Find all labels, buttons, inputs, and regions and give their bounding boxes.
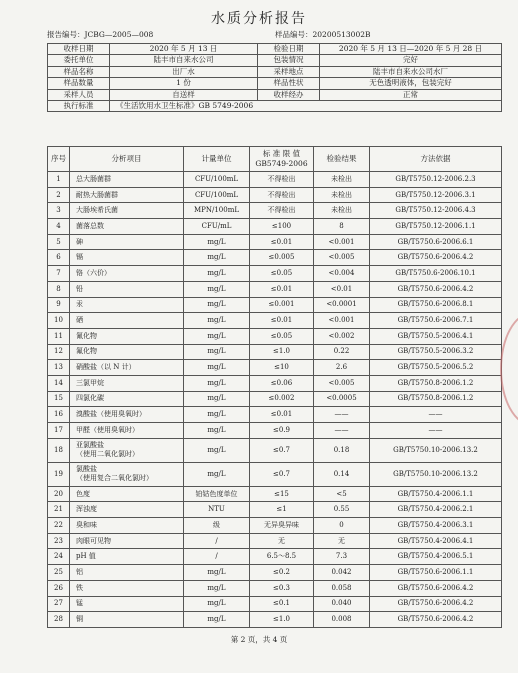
- table-row: [48, 360, 502, 376]
- row-index: 19: [48, 462, 70, 486]
- col-header-limit-line2: GB5749-2006: [255, 159, 308, 168]
- row-index: 5: [48, 234, 70, 250]
- row-index: 20: [48, 486, 70, 502]
- row-index: 1: [48, 172, 70, 188]
- analysis-item: 四氯化碳: [70, 391, 184, 407]
- analysis-item: 溴酸盐（使用臭氧时）: [70, 407, 184, 423]
- info-label: 包装情况: [258, 55, 320, 66]
- method-basis: GB/T5750.4-2006.1.1: [370, 486, 502, 502]
- page-footer: 第 2 页，共 4 页: [230, 635, 288, 644]
- table-row: [48, 438, 502, 462]
- row-index: 13: [48, 360, 70, 376]
- analysis-item: 铬（六价）: [70, 266, 184, 282]
- standard-limit: ≤0.01: [250, 313, 314, 329]
- table-row: [48, 596, 502, 612]
- analysis-item: 菌落总数: [70, 219, 184, 235]
- standard-limit: 6.5～8.5: [250, 549, 314, 565]
- standard-label: 执行标准: [48, 101, 110, 112]
- row-index: 21: [48, 502, 70, 518]
- analysis-item: 氰化物: [70, 328, 184, 344]
- info-label: 采样地点: [258, 66, 320, 77]
- unit: 级: [184, 518, 250, 534]
- table-row: [48, 313, 502, 329]
- info-value: 出厂水: [110, 66, 258, 77]
- table-row: [48, 328, 502, 344]
- test-result: 未检出: [314, 203, 370, 219]
- analysis-item: 总大肠菌群: [70, 172, 184, 188]
- test-result: 0.14: [314, 462, 370, 486]
- row-index: 28: [48, 612, 70, 628]
- test-result: 0.042: [314, 565, 370, 581]
- row-index: 9: [48, 297, 70, 313]
- method-basis: GB/T5750.4-2006.3.1: [370, 518, 502, 534]
- unit: NTU: [184, 502, 250, 518]
- analysis-item: 硝酸盐（以 N 计）: [70, 360, 184, 376]
- standard-limit: ≤0.3: [250, 580, 314, 596]
- unit: mg/L: [184, 313, 250, 329]
- analysis-item: pH 值: [70, 549, 184, 565]
- method-basis: GB/T5750.6-2006.7.1: [370, 313, 502, 329]
- method-basis: GB/T5750.5-2006.4.1: [370, 328, 502, 344]
- analysis-item: 亚氯酸盐 （使用二氧化氯时）: [70, 438, 184, 462]
- table-row: [48, 486, 502, 502]
- col-header-limit: [250, 147, 314, 172]
- test-result: 8: [314, 219, 370, 235]
- unit: mg/L: [184, 580, 250, 596]
- method-basis: GB/T5750.5-2006.5.2: [370, 360, 502, 376]
- method-basis: GB/T5750.6-2006.8.1: [370, 297, 502, 313]
- col-header-index: 序号: [48, 147, 70, 172]
- method-basis: ——: [370, 423, 502, 439]
- row-index: 4: [48, 219, 70, 235]
- unit: CFU/100mL: [184, 187, 250, 203]
- row-index: 25: [48, 565, 70, 581]
- test-result: <5: [314, 486, 370, 502]
- standard-limit: ≤0.001: [250, 297, 314, 313]
- test-result: 0.18: [314, 438, 370, 462]
- table-row: [48, 502, 502, 518]
- table-row: [48, 344, 502, 360]
- row-index: 7: [48, 266, 70, 282]
- analysis-results-table: [47, 146, 502, 628]
- table-row: [48, 580, 502, 596]
- info-row: [48, 66, 502, 77]
- method-basis: GB/T5750.6-2006.4.2: [370, 281, 502, 297]
- standard-limit: 不得检出: [250, 187, 314, 203]
- col-header-item: 分析项目: [70, 147, 184, 172]
- standard-limit: ≤15: [250, 486, 314, 502]
- analysis-item: 氯酸盐 （使用复合二氧化氯时）: [70, 462, 184, 486]
- standard-row: [48, 101, 502, 112]
- analysis-item: 锰: [70, 596, 184, 612]
- standard-limit: ≤0.2: [250, 565, 314, 581]
- analysis-item: 臭和味: [70, 518, 184, 534]
- table-row: [48, 407, 502, 423]
- table-row: [48, 266, 502, 282]
- standard-limit: ≤0.7: [250, 438, 314, 462]
- method-basis: ——: [370, 407, 502, 423]
- analysis-item: 甲醛（使用臭氧时）: [70, 423, 184, 439]
- table-row: [48, 375, 502, 391]
- table-row: [48, 234, 502, 250]
- analysis-item: 汞: [70, 297, 184, 313]
- standard-limit: 不得检出: [250, 172, 314, 188]
- report-number: 报告编号：JCBG—2005—008: [47, 30, 154, 39]
- info-label: 收样经办: [258, 89, 320, 100]
- unit: mg/L: [184, 462, 250, 486]
- method-basis: GB/T5750.6-2006.6.1: [370, 234, 502, 250]
- test-result: 未检出: [314, 187, 370, 203]
- table-row: [48, 533, 502, 549]
- col-header-limit-line1: 标 准 限 值: [262, 149, 301, 158]
- standard-limit: ≤0.01: [250, 407, 314, 423]
- table-row: [48, 187, 502, 203]
- test-result: <0.002: [314, 328, 370, 344]
- standard-limit: 无: [250, 533, 314, 549]
- row-index: 24: [48, 549, 70, 565]
- standard-limit: ≤1.0: [250, 344, 314, 360]
- unit: mg/L: [184, 391, 250, 407]
- row-index: 6: [48, 250, 70, 266]
- unit: CFU/mL: [184, 219, 250, 235]
- method-basis: GB/T5750.12-2006.2.3: [370, 172, 502, 188]
- method-basis: GB/T5750.6-2006.1.1: [370, 565, 502, 581]
- info-value: 自送样: [110, 89, 258, 100]
- unit: mg/L: [184, 423, 250, 439]
- row-index: 16: [48, 407, 70, 423]
- unit: mg/L: [184, 234, 250, 250]
- unit: mg/L: [184, 375, 250, 391]
- method-basis: GB/T5750.4-2006.4.1: [370, 533, 502, 549]
- info-value: 2020 年 5 月 13 日—2020 年 5 月 28 日: [320, 44, 502, 55]
- row-index: 17: [48, 423, 70, 439]
- page-title: 水质分析报告: [211, 11, 307, 27]
- unit: mg/L: [184, 297, 250, 313]
- info-label: 样品性状: [258, 78, 320, 89]
- analysis-item: 铅: [70, 281, 184, 297]
- info-value: 2020 年 5 月 13 日: [110, 44, 258, 55]
- unit: mg/L: [184, 596, 250, 612]
- method-basis: GB/T5750.6-2006.10.1: [370, 266, 502, 282]
- test-result: <0.005: [314, 375, 370, 391]
- col-header-unit: 计量单位: [184, 147, 250, 172]
- info-label: 样品数量: [48, 78, 110, 89]
- standard-limit: ≤0.05: [250, 328, 314, 344]
- test-result: ——: [314, 423, 370, 439]
- info-value: 1 份: [110, 78, 258, 89]
- row-index: 3: [48, 203, 70, 219]
- table-row: [48, 250, 502, 266]
- table-row: [48, 565, 502, 581]
- analysis-item: 耐热大肠菌群: [70, 187, 184, 203]
- method-basis: GB/T5750.5-2006.3.2: [370, 344, 502, 360]
- standard-limit: 不得检出: [250, 203, 314, 219]
- analysis-item: 镉: [70, 250, 184, 266]
- standard-limit: ≤0.1: [250, 596, 314, 612]
- method-basis: GB/T5750.12-2006.3.1: [370, 187, 502, 203]
- test-result: <0.001: [314, 313, 370, 329]
- analysis-item: 三氯甲烷: [70, 375, 184, 391]
- analysis-item: 大肠埃希氏菌: [70, 203, 184, 219]
- info-value: 完好: [320, 55, 502, 66]
- standard-limit: ≤0.002: [250, 391, 314, 407]
- table-row: [48, 462, 502, 486]
- row-index: 27: [48, 596, 70, 612]
- info-value: 无色透明液体，包装完好: [320, 78, 502, 89]
- standard-limit: ≤0.06: [250, 375, 314, 391]
- analysis-item: 铜: [70, 612, 184, 628]
- standard-limit: ≤0.005: [250, 250, 314, 266]
- info-row: [48, 55, 502, 66]
- unit: 铂钴色度单位: [184, 486, 250, 502]
- test-result: 无: [314, 533, 370, 549]
- table-row: [48, 203, 502, 219]
- row-index: 10: [48, 313, 70, 329]
- standard-limit: ≤1: [250, 502, 314, 518]
- info-label: 采样人员: [48, 89, 110, 100]
- test-result: <0.01: [314, 281, 370, 297]
- test-result: 未检出: [314, 172, 370, 188]
- method-basis: GB/T5750.10-2006.13.2: [370, 438, 502, 462]
- unit: mg/L: [184, 360, 250, 376]
- info-label: 检验日期: [258, 44, 320, 55]
- test-result: 0.040: [314, 596, 370, 612]
- info-row: [48, 44, 502, 55]
- test-result: 0: [314, 518, 370, 534]
- row-index: 22: [48, 518, 70, 534]
- table-row: [48, 281, 502, 297]
- method-basis: GB/T5750.6-2006.4.2: [370, 250, 502, 266]
- table-row: [48, 297, 502, 313]
- analysis-item: 铁: [70, 580, 184, 596]
- row-index: 23: [48, 533, 70, 549]
- analysis-item: 肉眼可见物: [70, 533, 184, 549]
- method-basis: GB/T5750.6-2006.4.2: [370, 580, 502, 596]
- standard-limit: ≤10: [250, 360, 314, 376]
- method-basis: GB/T5750.6-2006.4.2: [370, 596, 502, 612]
- standard-limit: ≤0.01: [250, 281, 314, 297]
- unit: mg/L: [184, 266, 250, 282]
- test-result: 0.22: [314, 344, 370, 360]
- unit: mg/L: [184, 281, 250, 297]
- test-result: 0.55: [314, 502, 370, 518]
- unit: mg/L: [184, 250, 250, 266]
- test-result: <0.001: [314, 234, 370, 250]
- table-header-row: [48, 147, 502, 172]
- table-row: [48, 391, 502, 407]
- info-value: 陆丰市自来水公司: [110, 55, 258, 66]
- method-basis: GB/T5750.4-2006.5.1: [370, 549, 502, 565]
- seal-stamp: [500, 312, 518, 426]
- row-index: 18: [48, 438, 70, 462]
- analysis-item: 铝: [70, 565, 184, 581]
- unit: mg/L: [184, 565, 250, 581]
- table-row: [48, 518, 502, 534]
- info-row: [48, 89, 502, 100]
- standard-limit: ≤0.01: [250, 234, 314, 250]
- method-basis: GB/T5750.10-2006.13.2: [370, 462, 502, 486]
- unit: MPN/100mL: [184, 203, 250, 219]
- info-row: [48, 78, 502, 89]
- unit: /: [184, 549, 250, 565]
- method-basis: GB/T5750.4-2006.2.1: [370, 502, 502, 518]
- row-index: 12: [48, 344, 70, 360]
- standard-limit: ≤0.7: [250, 462, 314, 486]
- unit: mg/L: [184, 344, 250, 360]
- table-row: [48, 172, 502, 188]
- info-value: 正常: [320, 89, 502, 100]
- row-index: 14: [48, 375, 70, 391]
- standard-limit: ≤0.9: [250, 423, 314, 439]
- unit: mg/L: [184, 438, 250, 462]
- test-result: 0.058: [314, 580, 370, 596]
- unit: /: [184, 533, 250, 549]
- info-label: 样品名称: [48, 66, 110, 77]
- method-basis: GB/T5750.6-2006.4.2: [370, 612, 502, 628]
- table-row: [48, 219, 502, 235]
- method-basis: GB/T5750.8-2006.1.2: [370, 375, 502, 391]
- unit: mg/L: [184, 328, 250, 344]
- test-result: <0.0001: [314, 297, 370, 313]
- analysis-item: 浑浊度: [70, 502, 184, 518]
- test-result: 0.008: [314, 612, 370, 628]
- standard-value: 《生活饮用水卫生标准》GB 5749-2006: [110, 101, 502, 112]
- sample-number: 样品编号：20200513002B: [275, 30, 371, 39]
- info-label: 委托单位: [48, 55, 110, 66]
- method-basis: GB/T5750.8-2006.1.2: [370, 391, 502, 407]
- sample-info-table: [47, 43, 502, 112]
- unit: mg/L: [184, 612, 250, 628]
- test-result: 2.6: [314, 360, 370, 376]
- analysis-item: 色度: [70, 486, 184, 502]
- info-value: 陆丰市自来水公司水厂: [320, 66, 502, 77]
- method-basis: GB/T5750.12-2006.1.1: [370, 219, 502, 235]
- test-result: <0.005: [314, 250, 370, 266]
- row-index: 8: [48, 281, 70, 297]
- method-basis: GB/T5750.12-2006.4.3: [370, 203, 502, 219]
- analysis-item: 砷: [70, 234, 184, 250]
- table-row: [48, 423, 502, 439]
- unit: mg/L: [184, 407, 250, 423]
- test-result: <0.004: [314, 266, 370, 282]
- row-index: 11: [48, 328, 70, 344]
- row-index: 15: [48, 391, 70, 407]
- table-row: [48, 612, 502, 628]
- col-header-method: 方法依据: [370, 147, 502, 172]
- table-row: [48, 549, 502, 565]
- row-index: 2: [48, 187, 70, 203]
- test-result: <0.0005: [314, 391, 370, 407]
- test-result: 7.3: [314, 549, 370, 565]
- standard-limit: ≤1.0: [250, 612, 314, 628]
- row-index: 26: [48, 580, 70, 596]
- standard-limit: 无异臭异味: [250, 518, 314, 534]
- info-label: 收样日期: [48, 44, 110, 55]
- standard-limit: ≤100: [250, 219, 314, 235]
- standard-limit: ≤0.05: [250, 266, 314, 282]
- col-header-result: 检验结果: [314, 147, 370, 172]
- test-result: ——: [314, 407, 370, 423]
- analysis-item: 氟化物: [70, 344, 184, 360]
- unit: CFU/100mL: [184, 172, 250, 188]
- analysis-item: 硒: [70, 313, 184, 329]
